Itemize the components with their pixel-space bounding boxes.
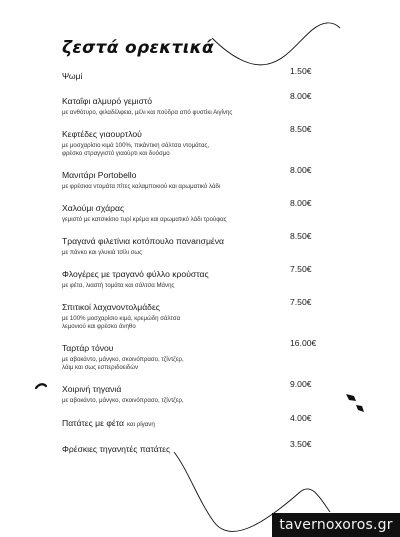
item-name: Κεφτέδες γιαουρτλού bbox=[62, 129, 142, 139]
item-price: 7.50€ bbox=[290, 297, 312, 307]
item-price: 16.00€ bbox=[290, 338, 317, 348]
menu-list bbox=[62, 64, 324, 457]
item-price: 8.50€ bbox=[290, 231, 312, 241]
item-price: 9.00€ bbox=[290, 379, 312, 389]
item-price: 3.50€ bbox=[290, 439, 312, 449]
item-description: γεμιστό με κατσικίσιο τυρί κρέμα και αρωματικό λάδι τρούφας bbox=[62, 216, 227, 223]
item-name: Σπιτικοί λαχανοντολμάδες bbox=[62, 302, 160, 312]
item-name: Τραγανά φιλετίνια κοτόπουλο πανarισμένα bbox=[62, 236, 224, 246]
item-description: με μοσχαρίσιο κιμά 100%, πικάντικη σάλτσα ντομάτας, bbox=[62, 142, 210, 149]
menu-item bbox=[62, 198, 324, 224]
section-title: ζεστά ορεκτικά bbox=[62, 38, 215, 58]
item-description: με αβοκάντο, μάνγκο, σκοινόπρασο, τζίντζερ, bbox=[62, 397, 184, 404]
right-blot-1 bbox=[346, 394, 356, 401]
item-description: λάιμ και σως εσπεριδοειδών bbox=[62, 364, 138, 371]
item-description: με φέτα, λιαστή τομάτα και σάλτσα Μάνης bbox=[62, 282, 175, 289]
item-name: Φρέσκιες τηγανητές πατάτες bbox=[62, 444, 171, 454]
top-swoosh bbox=[212, 23, 340, 65]
site-watermark: tavernoxoros.gr bbox=[272, 513, 400, 537]
menu-item bbox=[62, 439, 324, 457]
item-price: 1.50€ bbox=[290, 66, 312, 76]
item-name: Μανιτάρι Portobello bbox=[62, 170, 137, 180]
item-description: με 100% μοσχαρίσιο κιμά, κρεμώδη σάλτσα bbox=[62, 315, 181, 322]
menu-item bbox=[62, 165, 324, 191]
item-name: Πατάτες με φέτα bbox=[62, 418, 124, 428]
item-price: 8.00€ bbox=[290, 165, 312, 175]
menu-item bbox=[62, 413, 324, 431]
item-description: με αβοκάντο, μάνγκο, σκοινόπρασο, τζίντζερ, bbox=[62, 356, 184, 363]
menu-item bbox=[62, 338, 324, 372]
item-description: με ανθότυρο, φιλαδέλφεια, μέλι και πούδρα από φυστίκι Αιγίνης bbox=[62, 109, 233, 116]
item-price: 4.00€ bbox=[290, 413, 312, 423]
item-description: φρέσκο στραγγιστό γιαούρτι και δυόσμο bbox=[62, 150, 170, 157]
menu-item bbox=[62, 379, 324, 405]
item-inline-description: και ρίγανη bbox=[127, 421, 155, 428]
item-name: Ψωμί bbox=[62, 71, 83, 81]
item-price: 8.00€ bbox=[290, 91, 312, 101]
item-description: με πάνκο και γλυκιά τσίλι σως bbox=[62, 249, 143, 256]
menu-item bbox=[62, 297, 324, 331]
left-dash bbox=[36, 384, 46, 388]
item-name: Ταρτάρ τόνου bbox=[62, 343, 114, 353]
item-name: Χαλούμι σχάρας bbox=[62, 203, 125, 213]
menu-item bbox=[62, 124, 324, 158]
menu-item bbox=[62, 264, 324, 290]
item-price: 8.50€ bbox=[290, 124, 312, 134]
item-name: Καταΐφι αλμυρό γεμιστό bbox=[62, 96, 153, 106]
item-description: λεμονιού και φρέσκο άνηθο bbox=[62, 323, 136, 330]
right-blot-2 bbox=[356, 405, 364, 412]
item-description: με φρέσκια ντομάτα πίτες καλαμποκιού και αρωματικό λάδι bbox=[62, 183, 221, 190]
item-price: 8.00€ bbox=[290, 198, 312, 208]
item-name: Φλογέρες με τραγανό φύλλο κρούστας bbox=[62, 269, 209, 279]
menu-item bbox=[62, 91, 324, 117]
item-price: 7.50€ bbox=[290, 264, 312, 274]
item-name: Χοιρινή τηγανιά bbox=[62, 384, 122, 394]
menu-item bbox=[62, 66, 324, 84]
menu-item bbox=[62, 231, 324, 257]
